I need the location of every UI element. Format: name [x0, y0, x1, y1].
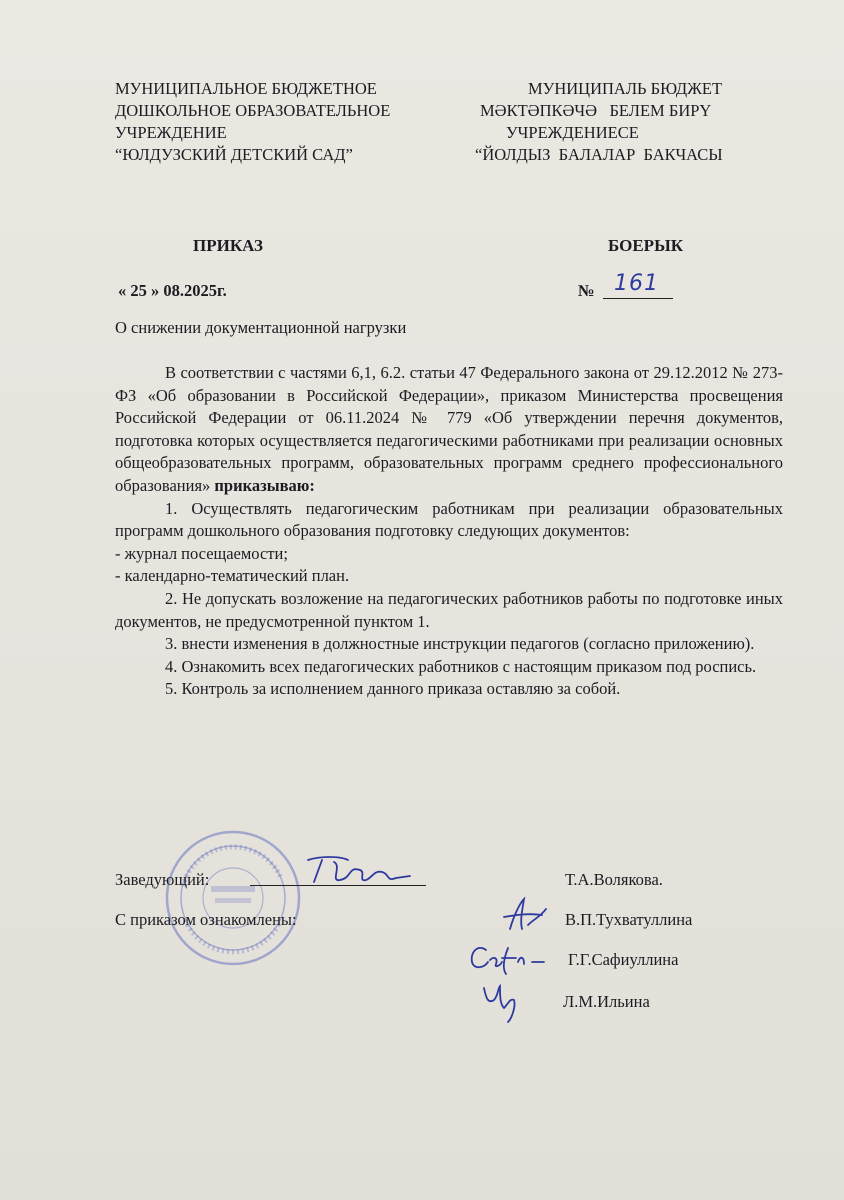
header-left-line-2: ДОШКОЛЬНОЕ ОБРАЗОВАТЕЛЬНОЕ: [115, 101, 391, 120]
preamble-text: В соответствии с частями 6,1, 6.2. статьи 47 Федерального закона от 29.12.2012 № 273-ФЗ «Об образовании в Российской Федерации», приказом Министерства просвещения Российской Федерации от 06.11.2024 № 779 «Об утверждении перечня документов, подготовка которых осуществляется педагогическими работниками при реализации основных общеобразовательных программ, образовательных программ среднего профессионального образования»: [115, 363, 783, 495]
header-left-line-4: “ЮЛДУЗСКИЙ ДЕТСКИЙ САД”: [115, 145, 353, 164]
acknowledged-label: С приказом ознакомлены:: [115, 910, 297, 929]
item-5: 5. Контроль за исполнением данного приказа оставляю за собой.: [165, 679, 621, 699]
header-right-org-tt: [470, 78, 723, 166]
item-4: 4. Ознакомить всех педагогических работников с настоящим приказом под роспись.: [165, 656, 757, 676]
doc-body: [115, 362, 783, 701]
header-right-line-2: МӘКТӘПКӘЧӘ БЕЛЕМ БИРҮ: [480, 101, 712, 120]
doc-number-handwritten: 161: [614, 271, 659, 296]
doc-number-label: №: [578, 281, 595, 300]
official-stamp-image: [163, 828, 303, 968]
header-right-line-4: “ЙОЛДЫЗ БАЛАЛАР БАКЧАСЫ: [475, 145, 723, 164]
header-left-org-ru: [115, 78, 390, 166]
signature-safiullina-image: [468, 938, 548, 978]
doc-subject: О снижении документационной нагрузки: [115, 318, 407, 337]
head-signature-image: [300, 852, 420, 888]
header-right-line-1: МУНИЦИПАЛЬ БЮДЖЕТ: [528, 79, 723, 98]
item-2: 2. Не допускать возложение на педагогических работников работы по подготовке иных документов, не предусмотренной пунктом 1.: [115, 588, 783, 631]
signature-tukhvatullina-image: [498, 895, 554, 935]
item-3: 3. внести изменения в должностные инструкции педагогов (согласно приложению).: [165, 634, 755, 654]
head-label: Заведующий:: [115, 870, 210, 889]
head-name: Т.А.Волякова.: [565, 870, 663, 889]
header-left-line-1: МУНИЦИПАЛЬНОЕ БЮДЖЕТНОЕ: [115, 79, 377, 98]
doc-number-line: [603, 298, 673, 299]
preamble-paragraph: [115, 362, 783, 498]
doc-title-ru: ПРИКАЗ: [193, 236, 263, 255]
header-left-line-3: УЧРЕЖДЕНИЕ: [115, 123, 227, 142]
order-word: приказываю:: [214, 475, 315, 495]
doc-date: « 25 » 08.2025г.: [118, 281, 227, 300]
doc-title-tt: БОЕРЫК: [608, 236, 684, 255]
signature-ilina-image: [478, 978, 528, 1026]
ack-name-2: Г.Г.Сафиуллина: [568, 950, 679, 969]
ack-name-3: Л.М.Ильина: [563, 992, 650, 1011]
item-1: 1. Осуществлять педагогическим работникам при реализации образовательных программ дошкольного образования подготовку следующих документов:: [115, 498, 783, 541]
item-1-dash-1: - журнал посещаемости;: [115, 543, 288, 563]
ack-name-1: В.П.Тухватуллина: [565, 910, 693, 929]
item-1-dash-2: - календарно-тематический план.: [115, 566, 350, 586]
header-right-line-3: УЧРЕЖДЕНИЕСЕ: [506, 123, 639, 142]
